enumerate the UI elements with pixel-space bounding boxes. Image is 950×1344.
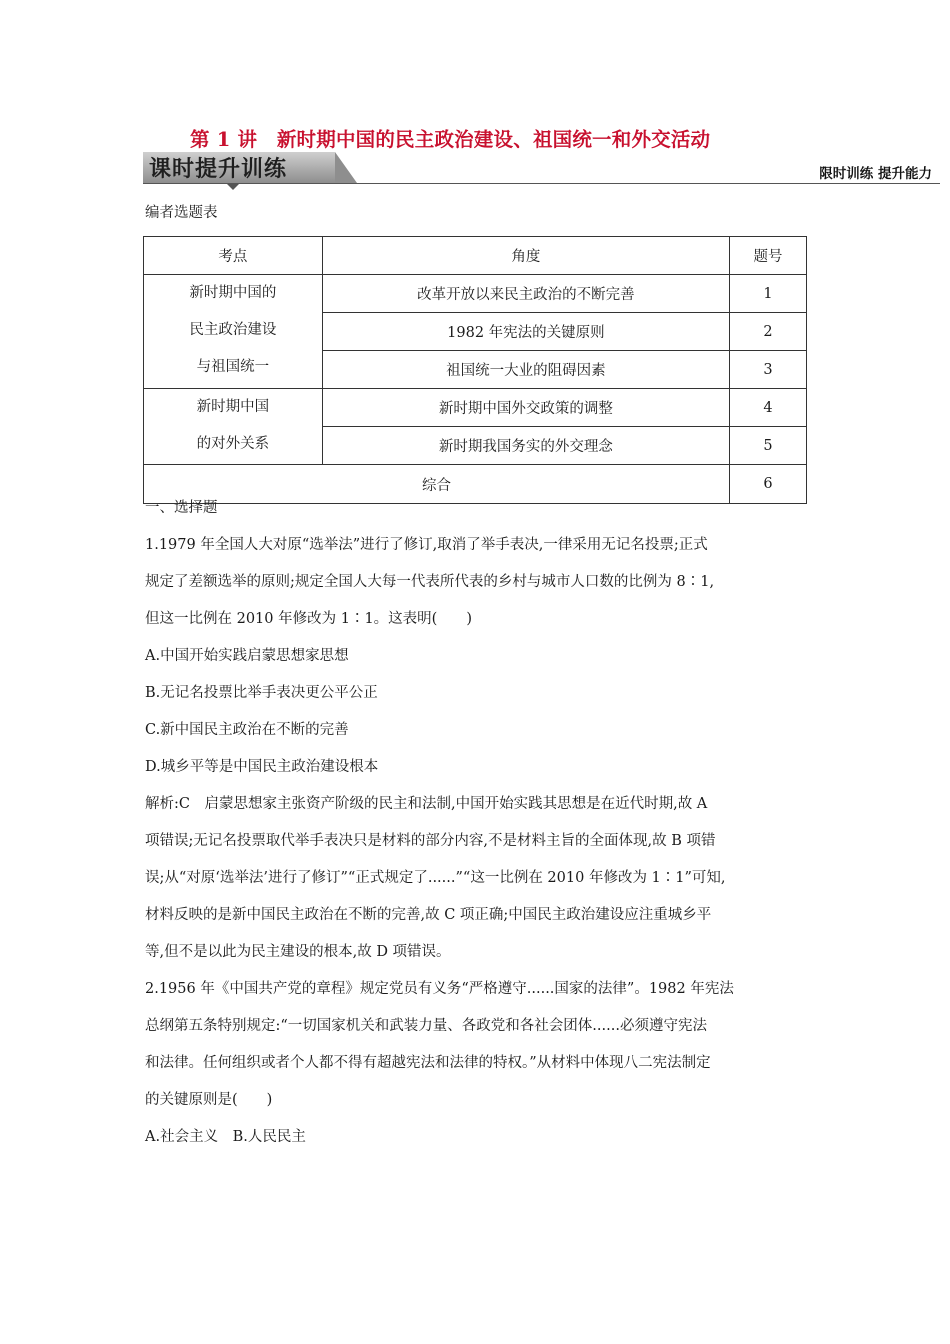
table-row (144, 275, 807, 313)
page-title: 第 1 讲 新时期中国的民主政治建设、祖国统一和外交活动 (190, 128, 711, 151)
banner-rule (143, 183, 940, 184)
kaodian-cell-1 (144, 275, 323, 389)
header-kaodian: 考点 (144, 237, 323, 275)
table-header-row (144, 237, 807, 275)
q1-option-b: B.无记名投票比举手表决更公平公正 (145, 685, 378, 701)
kaodian-line: 与祖国统一 (196, 359, 270, 375)
num-cell: 1 (730, 275, 807, 313)
angle-cell: 改革开放以来民主政治的不断完善 (322, 275, 729, 313)
q1-analysis-line: 材料反映的是新中国民主政治在不断的完善,故 C 项正确;中国民主政治建设应注重城乡平 (145, 907, 712, 923)
kaodian-line: 新时期中国的 (189, 285, 277, 301)
kaodian-line: 新时期中国 (196, 399, 270, 415)
q2-stem-line: 总纲第五条特别规定:“一切国家机关和武装力量、各政党和各社会团体......必须遵守宪法 (145, 1018, 707, 1034)
q2-stem-line: 2.1956 年《中国共产党的章程》规定党员有义务“严格遵守......国家的法律”。1982 年宪法 (145, 981, 734, 997)
q2-stem-line: 的关键原则是( ) (145, 1092, 273, 1108)
kaodian-line: 的对外关系 (196, 436, 270, 452)
num-cell: 4 (730, 389, 807, 427)
angle-cell: 新时期中国外交政策的调整 (322, 389, 729, 427)
q1-stem-line: 但这一比例在 2010 年修改为 1∶1。这表明( ) (145, 611, 472, 627)
kaodian-line: 民主政治建设 (189, 322, 277, 338)
section-heading: 一、选择题 (145, 500, 218, 516)
topic-selection-table (143, 236, 807, 504)
kaodian-cell-2 (144, 389, 323, 465)
banner-left-label: 课时提升训练 (149, 157, 288, 182)
summary-cell: 综合 (144, 465, 730, 504)
table-row (144, 389, 807, 427)
q1-analysis-line: 项错误;无记名投票取代举手表决只是材料的部分内容,不是材料主旨的全面体现,故 B 项错 (145, 833, 716, 849)
banner-notch-icon (227, 184, 239, 190)
num-cell: 3 (730, 351, 807, 389)
angle-cell: 祖国统一大业的阻碍因素 (322, 351, 729, 389)
table-label: 编者选题表 (145, 205, 218, 221)
angle-cell: 新时期我国务实的外交理念 (322, 427, 729, 465)
banner-right-label: 限时训练 提升能力 (819, 166, 932, 182)
angle-cell: 1982 年宪法的关键原则 (322, 313, 729, 351)
q1-option-d: D.城乡平等是中国民主政治建设根本 (145, 759, 379, 775)
header-tihao: 题号 (730, 237, 807, 275)
q1-stem-line: 规定了差额选举的原则;规定全国人大每一代表所代表的乡村与城市人口数的比例为 8∶1, (145, 574, 715, 590)
q2-options-line: A.社会主义 B.人民民主 (145, 1129, 306, 1145)
q1-analysis-line: 解析:C 启蒙思想家主张资产阶级的民主和法制,中国开始实践其思想是在近代时期,故 A (145, 796, 708, 812)
num-cell: 5 (730, 427, 807, 465)
num-cell: 6 (730, 465, 807, 504)
header-jiaodu: 角度 (322, 237, 729, 275)
question-section (145, 490, 810, 1156)
q1-option-c: C.新中国民主政治在不断的完善 (145, 722, 349, 738)
q1-option-a: A.中国开始实践启蒙思想家思想 (145, 648, 349, 664)
q1-stem-line: 1.1979 年全国人大对原“选举法”进行了修订,取消了举手表决,一律采用无记名投票;正式 (145, 537, 708, 553)
q1-analysis-line: 等,但不是以此为民主建设的根本,故 D 项错误。 (145, 944, 451, 960)
q1-analysis-line: 误;从“对原‘选举法’进行了修订”“正式规定了......”“这一比例在 2010 年修改为 1∶1”可知, (145, 870, 726, 886)
q2-stem-line: 和法律。任何组织或者个人都不得有超越宪法和法律的特权。”从材料中体现八二宪法制定 (145, 1055, 711, 1071)
num-cell: 2 (730, 313, 807, 351)
section-banner (143, 150, 940, 186)
